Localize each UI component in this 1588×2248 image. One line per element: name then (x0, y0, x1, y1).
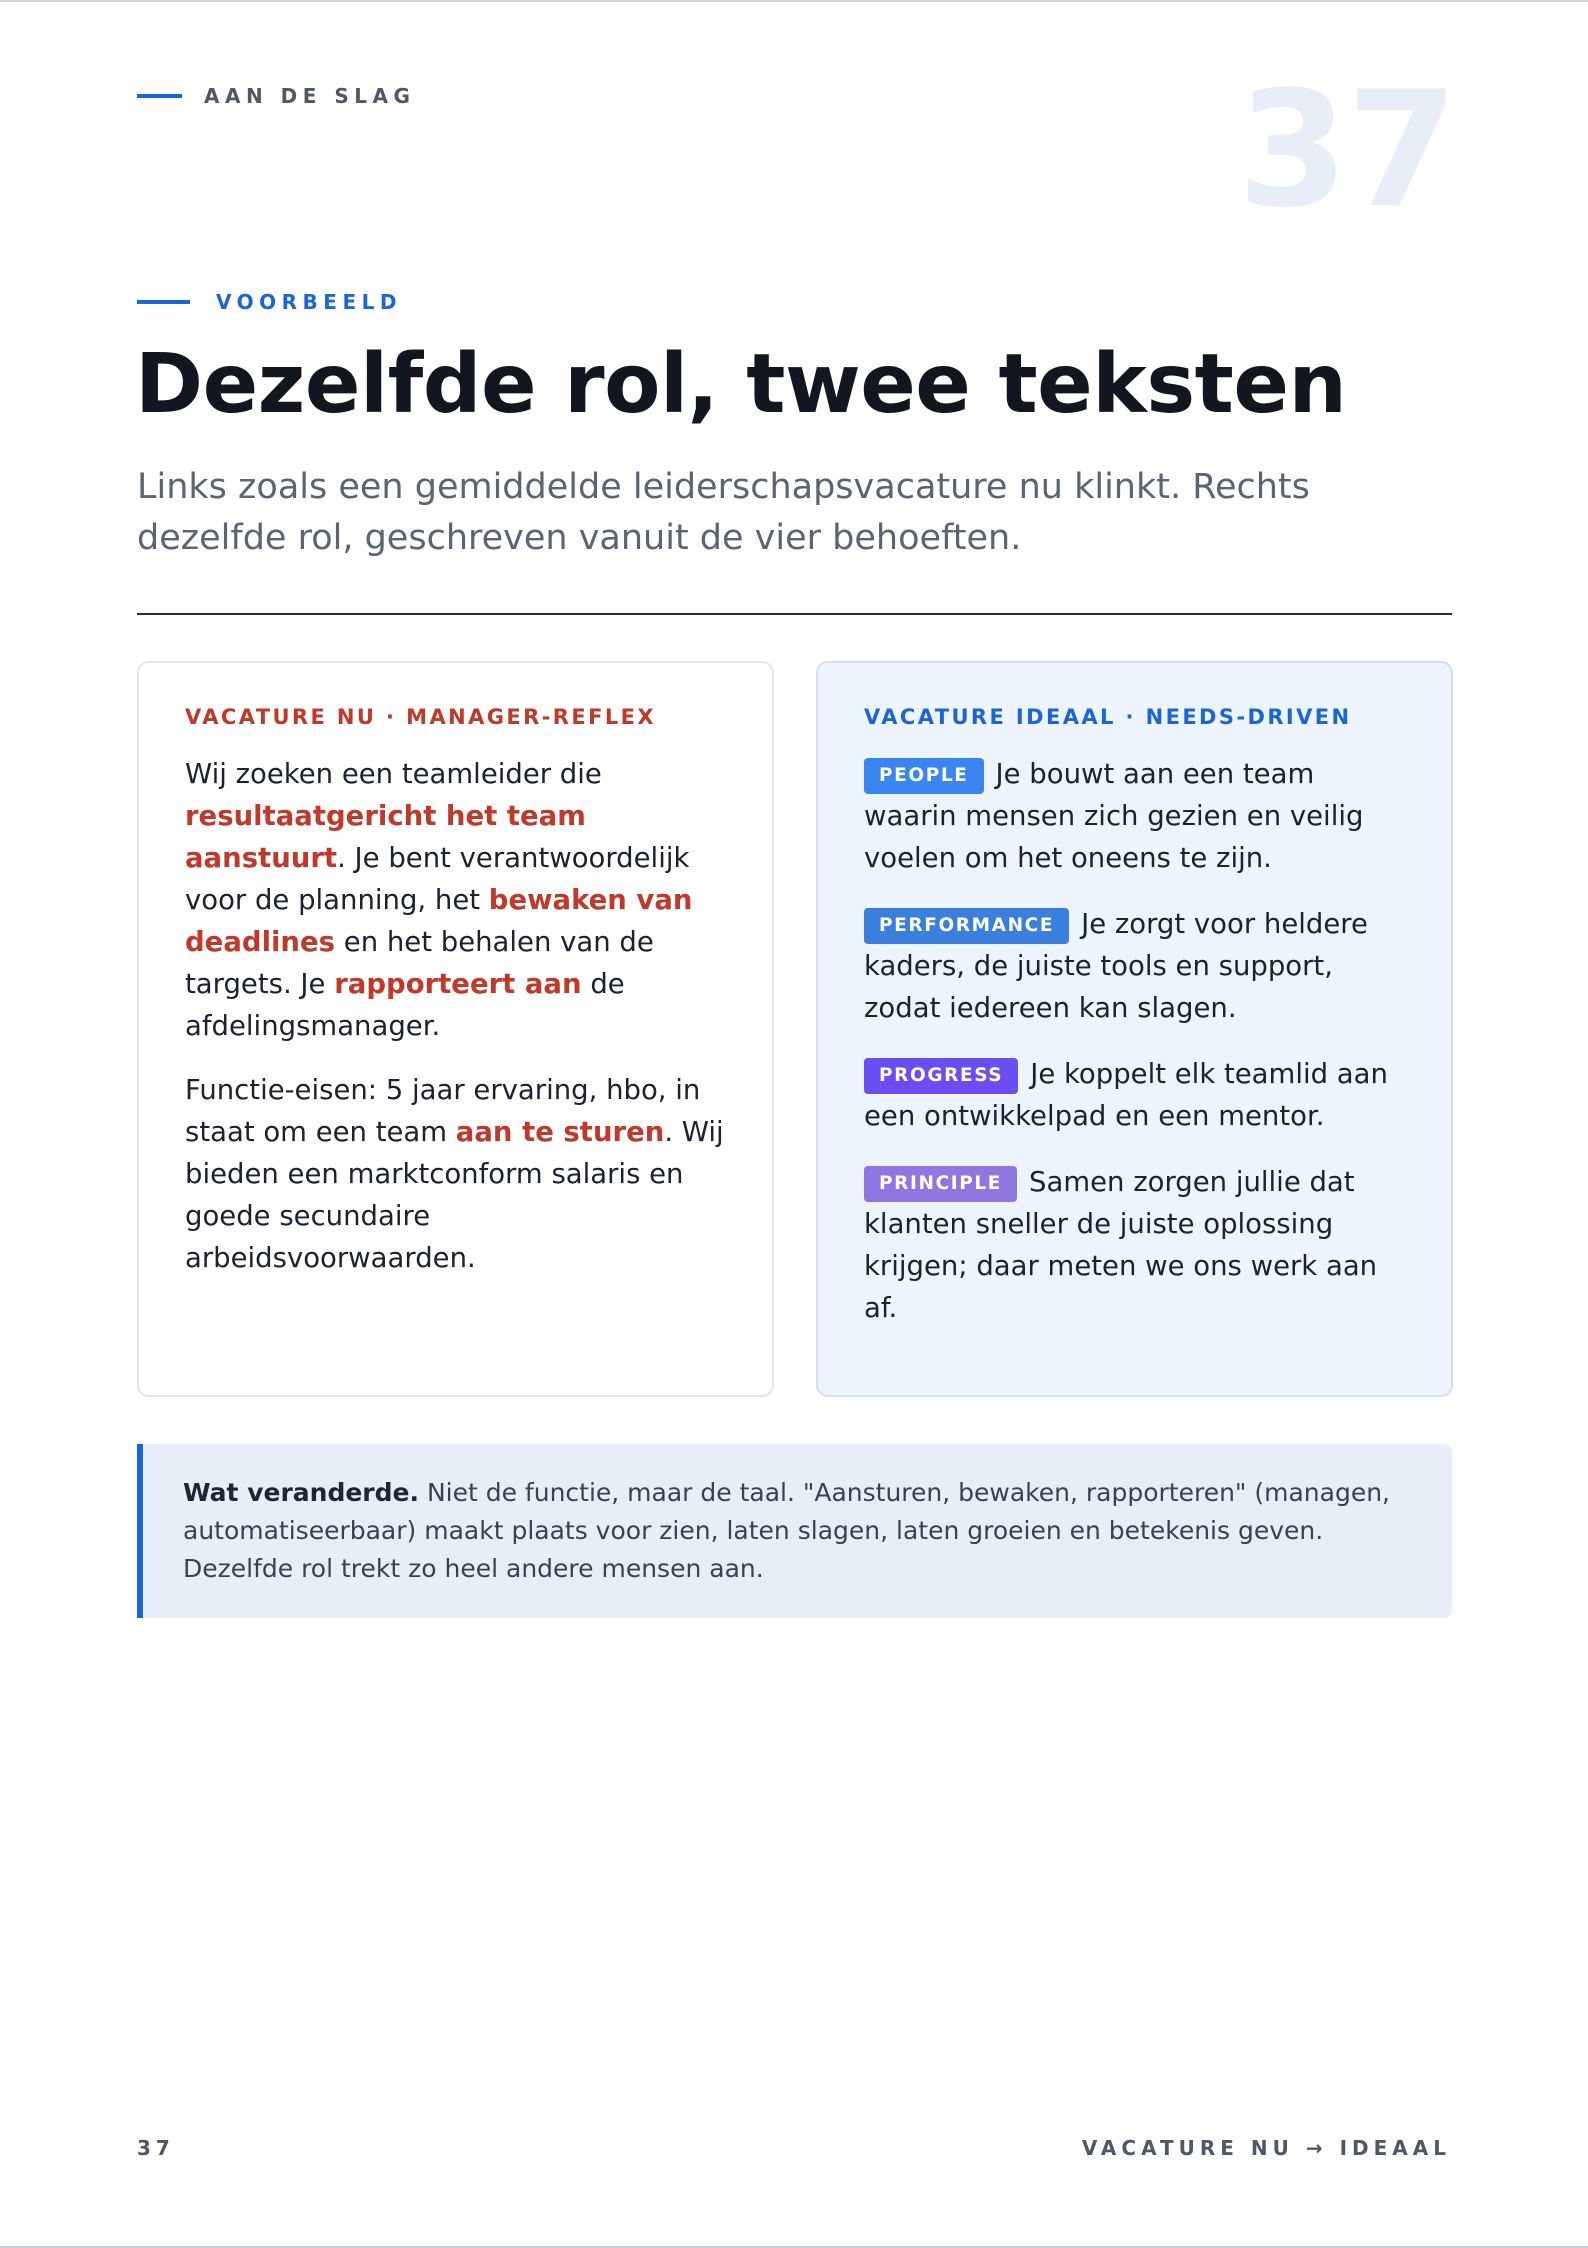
need-text: Je bouwt aan een team waarin mensen zich gezien en veilig voelen om het oneens te zijn. (864, 758, 1364, 874)
need-text: Je koppelt elk teamlid aan een ontwikkelpad en een mentor. (864, 1058, 1388, 1132)
highlighted-phrase: resultaatgericht het team aanstuurt (185, 800, 586, 874)
need-item-progress (864, 1053, 1405, 1137)
principle-tag: PRINCIPLE (864, 1166, 1017, 1202)
vacancy-paragraph (185, 1069, 726, 1279)
text-run: Wij zoeken een teamleider die (185, 758, 602, 790)
section-label: AAN DE SLAG (204, 84, 416, 108)
need-item-principle (864, 1161, 1405, 1329)
note-heading: Wat veranderde. (183, 1478, 419, 1507)
text-run: . Wij bieden een marktconform salaris en goede secundaire arbeidsvoorwaarden. (185, 1116, 724, 1274)
note-text: Niet de functie, maar de taal. "Aansturen, bewaken, rapporteren" (managen, automatiseerbaar) maakt plaats voor zien, laten slagen, laten groeien en betekenis geven. Dezelfde rol trekt zo heel andere mensen aan. (183, 1478, 1391, 1583)
need-item-performance (864, 903, 1405, 1029)
page-title: Dezelfde rol, twee teksten (135, 337, 1347, 432)
text-run: en het behalen van de targets. Je (185, 926, 654, 1000)
progress-tag: PROGRESS (864, 1058, 1018, 1094)
section-divider (137, 613, 1452, 615)
highlighted-phrase: rapporteert aan (334, 968, 582, 1000)
chapter-number-large: 37 (1237, 56, 1456, 243)
card-label: VACATURE IDEAAL · NEEDS-DRIVEN (864, 705, 1352, 729)
card-label: VACATURE NU · MANAGER-REFLEX (185, 705, 656, 729)
kicker-rule (137, 300, 190, 304)
text-run: de afdelingsmanager. (185, 968, 625, 1042)
card-body (185, 753, 726, 1279)
ideal-vacancy-card (816, 661, 1453, 1397)
lead-paragraph: Links zoals een gemiddelde leiderschapsvacature nu klinkt. Rechts dezelfde rol, geschreven vanuit de vier behoeften. (137, 467, 1310, 558)
kicker-rule (137, 94, 182, 98)
performance-tag: PERFORMANCE (864, 908, 1069, 944)
footer-section-label: VACATURE NU → IDEAAL (1081, 2136, 1451, 2160)
current-vacancy-card (137, 661, 774, 1397)
need-text: Je zorgt voor heldere kaders, de juiste tools en support, zodat iedereen kan slagen. (864, 908, 1368, 1024)
section-kicker (137, 84, 415, 108)
need-text: Samen zorgen jullie dat klanten sneller de juiste oplossing krijgen; daar meten we ons werk aan af. (864, 1166, 1378, 1324)
page-top-border (0, 0, 1588, 2)
text-run: Functie-eisen: 5 jaar ervaring, hbo, in staat om een team (185, 1074, 701, 1148)
text-run: . Je bent verantwoordelijk voor de planning, het (185, 842, 690, 916)
takeaway-note (137, 1444, 1452, 1618)
kicker-label: VOORBEELD (216, 290, 402, 314)
highlighted-phrase: bewaken van deadlines (185, 884, 693, 958)
card-body (864, 753, 1405, 1329)
vacancy-paragraph (185, 753, 726, 1047)
footer-page-number: 37 (137, 2136, 175, 2160)
need-item-people (864, 753, 1405, 879)
highlighted-phrase: aan te sturen (455, 1116, 665, 1148)
example-kicker (137, 290, 402, 314)
people-tag: PEOPLE (864, 758, 984, 794)
